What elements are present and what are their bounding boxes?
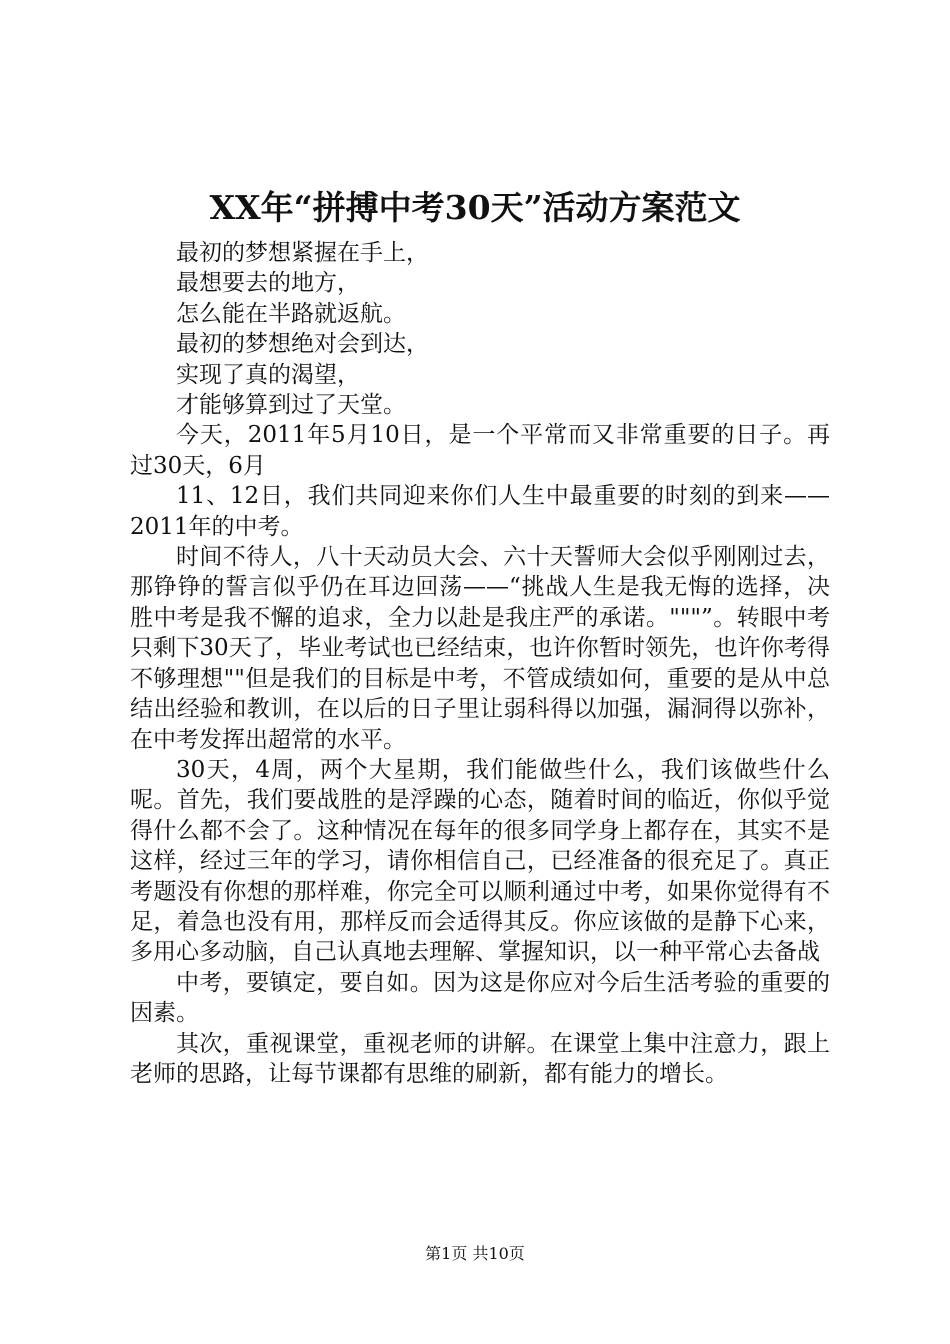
body-paragraph: 中考，要镇定，要自如。因为这是你应对今后生活考验的重要的因素。 bbox=[130, 969, 830, 1027]
page-number-footer: 第1页 共10页 bbox=[425, 1244, 525, 1263]
poem-line: 实现了真的渴望， bbox=[176, 361, 360, 388]
body-paragraph: 时间不待人，八十天动员大会、六十天誓师大会似乎刚刚过去，那铮铮的誓言似乎仍在耳边回荡——“挑战人生是我无悔的选择，决胜中考是我不懈的追求，全力以赴是我庄严的承诺。"""”。转眼中考只剩下30天了，毕业考试也已经结束，也许你暂时领先，也许你考得不够理想""但是我们的目标是中考，不管成绩如何，重要的是从中总结出经验和教训，在以后的日子里让弱科得以加强，漏洞得以弥补，在中考发挥出超常的水平。 bbox=[130, 544, 830, 753]
body-paragraph: 30天，4周，两个大星期，我们能做些什么，我们该做些什么呢。首先，我们要战胜的是浮躁的心态，随着时间的临近，你似乎觉得什么都不会了。这种情况在每年的很多同学身上都存在，其实不是这样，经过三年的学习，请你相信自己，已经准备的很充足了。真正考题没有你想的那样难，你完全可以顺利通过中考，如果你觉得有不足，着急也没有用，那样反而会适得其反。你应该做的是静下心来，多用心多动脑，自己认真地去理解、掌握知识，以一种平常心去备战 bbox=[130, 756, 830, 966]
document-body bbox=[130, 238, 830, 1089]
body-paragraph: 11、12日，我们共同迎来你们人生中最重要的时刻的到来——2011年的中考。 bbox=[130, 483, 830, 540]
poem-line: 怎么能在半路就返航。 bbox=[176, 300, 406, 327]
poem-line: 最初的梦想绝对会到达， bbox=[176, 331, 429, 358]
poem-line: 最初的梦想紧握在手上， bbox=[176, 240, 429, 266]
poem-line: 最想要去的地方， bbox=[176, 270, 360, 297]
poem-line: 才能够算到过了天堂。 bbox=[176, 392, 406, 419]
document-title: XX年“拼搏中考30天”活动方案范文 bbox=[209, 188, 741, 227]
body-paragraph: 其次，重视课堂，重视老师的讲解。在课堂上集中注意力，跟上老师的思路，让每节课都有思维的刷新，都有能力的增长。 bbox=[130, 1030, 830, 1087]
body-paragraph: 今天，2011年5月10日，是一个平常而又非常重要的日子。再过30天，6月 bbox=[130, 422, 830, 479]
